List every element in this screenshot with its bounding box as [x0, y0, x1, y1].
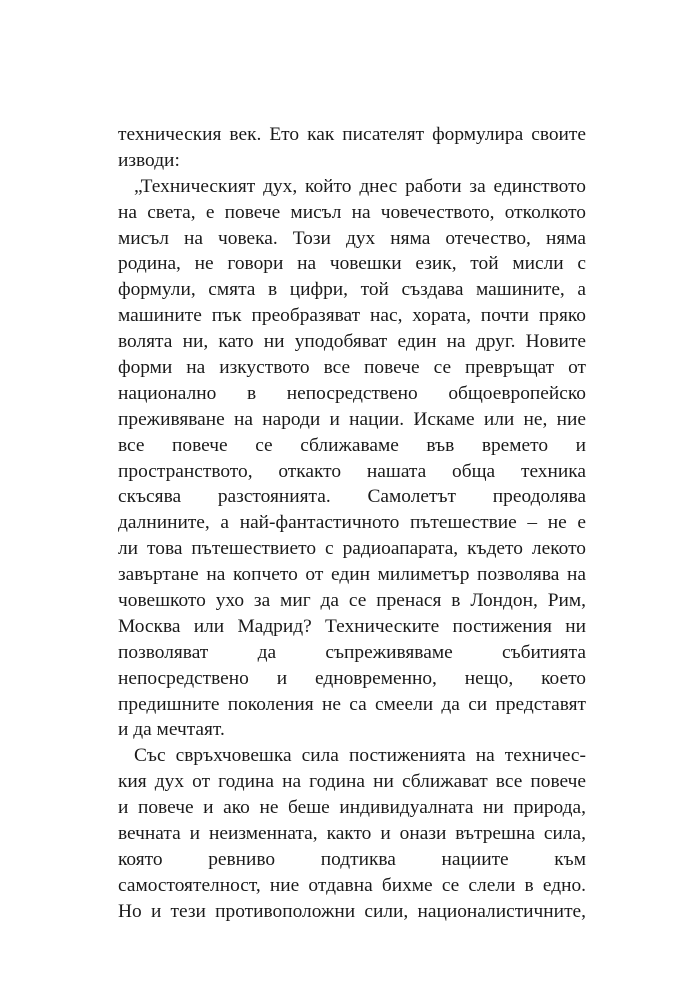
- text-line: родина, не говори на човешки език, той мисли с: [118, 253, 586, 275]
- text-line: Но и тези противоположни сили, националистичните,: [118, 900, 586, 922]
- text-line: форми на изкуството все повече се превръщат от: [118, 357, 586, 379]
- text-line: и да мечтаят.: [118, 719, 225, 741]
- text-line: техническия век. Ето как писателят формулира своите: [118, 124, 586, 145]
- text-line: далнините, а най-фантастичното пътешествие – не е: [118, 512, 586, 534]
- text-line: която ревниво подтиква нациите към: [118, 848, 586, 870]
- text-line: ли това пътешествието с радиоапарата, където лекото: [118, 538, 586, 560]
- text-line: вечната и неизменната, както и онази вътрешна сила,: [118, 823, 586, 845]
- text-line: позволяват да съпреживяваме събитията: [118, 641, 586, 663]
- text-line: завъртане на копчето от един милиметър позволява на: [118, 564, 586, 586]
- text-line: преживяване на народи и нации. Искаме или не, ние: [118, 408, 586, 430]
- text-line: човешкото ухо за миг да се пренася в Лондон, Рим,: [118, 590, 586, 612]
- text-line: машините пък преобразяват нас, хората, почти пряко: [118, 305, 586, 327]
- text-line: Москва или Мадрид? Техническите постижения ни: [118, 615, 586, 637]
- text-line: национално в непосредствено общоевропейско: [118, 382, 586, 404]
- text-line: непосредствено и едновременно, нещо, което: [118, 667, 586, 689]
- text-line: предишните поколения не са смеели да си представят: [118, 693, 586, 715]
- text-line: мисъл на човека. Този дух няма отечество, няма: [118, 227, 586, 249]
- text-line: на света, е повече мисъл на човечеството, отколкото: [118, 201, 586, 223]
- text-line: изводи:: [118, 149, 180, 171]
- page-text-block: [118, 122, 586, 925]
- text-line: пространството, откакто нашата обща техника: [118, 460, 586, 482]
- text-line: и повече и ако не беше индивидуалната ни природа,: [118, 797, 586, 819]
- text-line: формули, смята в цифри, той създава машините, а: [118, 279, 586, 301]
- text-line: Със свръхчовешка сила постиженията на техничес-: [134, 745, 586, 767]
- text-line: волята ни, като ни уподобяват един на друг. Новите: [118, 331, 586, 353]
- text-line: скъсява разстоянията. Самолетът преодолява: [118, 486, 586, 508]
- text-line: „Техническият дух, който днес работи за единството: [134, 175, 586, 197]
- text-line: самостоятелност, ние отдавна бихме се слели в едно.: [118, 874, 586, 896]
- text-line: все повече се сближаваме във времето и: [118, 434, 586, 456]
- text-line: кия дух от година на година ни сближават все повече: [118, 771, 586, 793]
